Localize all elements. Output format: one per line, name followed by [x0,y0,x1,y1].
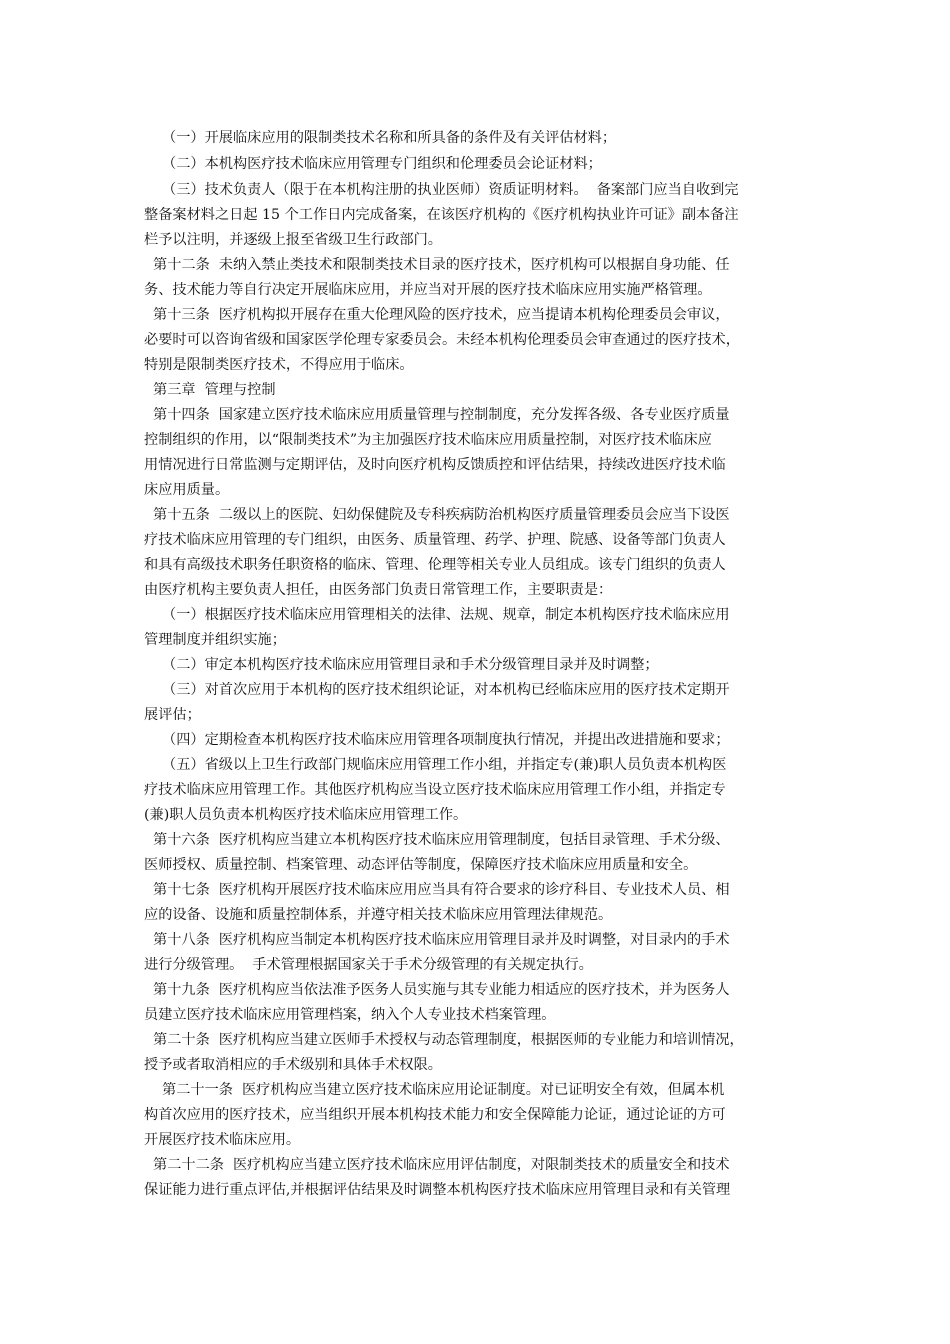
text-line: （五）省级以上卫生行政部门规临床应用管理工作小组，并指定专(兼)职人员负责本机构医 [144,757,727,773]
text-line: （三）对首次应用于本机构的医疗技术组织论证，对本机构已经临床应用的医疗技术定期开 [144,682,730,698]
text-line: 第十六条 医疗机构应当建立本机构医疗技术临床应用管理制度，包括目录管理、手术分级、 [144,832,730,848]
text-line: 第十三条 医疗机构拟开展存在重大伦理风险的医疗技术，应当提请本机构伦理委员会审议， [144,307,730,323]
chapter-heading: 第三章 管理与控制 [144,382,276,398]
text-line: 应的设备、设施和质量控制体系，并遵守相关技术临床应用管理法律规范。 [144,907,613,923]
text-line: （二）本机构医疗技术临床应用管理专门组织和伦理委员会论证材料； [144,156,602,172]
text-line: 第十九条 医疗机构应当依法准予医务人员实施与其专业能力相适应的医疗技术，并为医务人 [144,982,730,998]
text-line: 整备案材料之日起 15 个工作日内完成备案，在该医疗机构的《医疗机构执业许可证》副本备注 [144,207,739,223]
text-line: 开展医疗技术临床应用。 [144,1132,301,1148]
text-line: 由医疗机构主要负责人担任，由医务部门负责日常管理工作，主要职责是： [144,582,613,598]
text-line: 栏予以注明，并逐级上报至省级卫生行政部门。 [144,232,442,248]
text-line: 医师授权、质量控制、档案管理、动态评估等制度，保障医疗技术临床应用质量和安全。 [144,857,698,873]
text-line: （二）审定本机构医疗技术临床应用管理目录和手术分级管理目录并及时调整； [144,657,659,673]
text-line: 务、技术能力等自行决定开展临床应用，并应当对开展的医疗技术临床应用实施严格管理。 [144,282,712,298]
text-line: 床应用质量。 [144,482,230,498]
text-line: 必要时可以咨询省级和国家医学伦理专家委员会。未经本机构伦理委员会审查通过的医疗技术， [144,332,740,348]
text-line: 展评估； [144,707,201,723]
text-line: 保证能力进行重点评估,并根据评估结果及时调整本机构医疗技术临床应用管理目录和有关管理 [144,1182,731,1198]
text-line: 第十二条 未纳入禁止类技术和限制类技术目录的医疗技术，医疗机构可以根据自身功能、任 [144,257,730,273]
text-line: 员建立医疗技术临床应用管理档案，纳入个人专业技术档案管理。 [144,1007,556,1023]
text-line: (兼)职人员负责本机构医疗技术临床应用管理工作。 [144,807,468,823]
text-line: 疗技术临床应用管理的专门组织，由医务、质量管理、药学、护理、院感、设备等部门负责人 [144,532,726,548]
text-line: 和具有高级技术职务任职资格的临床、管理、伦理等相关专业人员组成。该专门组织的负责人 [144,557,726,573]
text-line: 用情况进行日常监测与定期评估，及时向医疗机构反馈质控和评估结果，持续改进医疗技术临 [144,457,726,473]
text-line: 管理制度并组织实施； [144,632,286,648]
text-line: 第十七条 医疗机构开展医疗技术临床应用应当具有符合要求的诊疗科目、专业技术人员、相 [144,882,730,898]
text-line: 第二十条 医疗机构应当建立医师手术授权与动态管理制度，根据医师的专业能力和培训情况， [144,1032,744,1048]
text-line: （四）定期检查本机构医疗技术临床应用管理各项制度执行情况，并提出改进措施和要求； [144,732,730,748]
text-line: 第十八条 医疗机构应当制定本机构医疗技术临床应用管理目录并及时调整，对目录内的手术 [144,932,730,948]
text-line: 第十五条 二级以上的医院、妇幼保健院及专科疾病防治机构医疗质量管理委员会应当下设医 [144,507,730,523]
text-line: 授予或者取消相应的手术级别和具体手术权限。 [144,1057,442,1073]
text-line: （一）根据医疗技术临床应用管理相关的法律、法规、规章，制定本机构医疗技术临床应用 [144,607,730,623]
text-line: 第二十一条 医疗机构应当建立医疗技术临床应用论证制度。对已证明安全有效，但属本机 [144,1082,725,1098]
text-line: （一）开展临床应用的限制类技术名称和所具备的条件及有关评估材料； [144,130,617,146]
text-line: 进行分级管理。 手术管理根据国家关于手术分级管理的有关规定执行。 [144,957,593,973]
text-line: 构首次应用的医疗技术，应当组织开展本机构技术能力和安全保障能力论证，通过论证的方可 [144,1107,726,1123]
text-line: 特别是限制类医疗技术，不得应用于临床。 [144,357,414,373]
text-line: 疗技术临床应用管理工作。其他医疗机构应当设立医疗技术临床应用管理工作小组，并指定专 [144,782,726,798]
text-line: 控制组织的作用，以“限制类技术”为主加强医疗技术临床应用质量控制，对医疗技术临床应 [144,432,712,448]
text-line: 第二十二条 医疗机构应当建立医疗技术临床应用评估制度，对限制类技术的质量安全和技术 [144,1157,730,1173]
text-line: （三）技术负责人（限于在本机构注册的执业医师）资质证明材料。 备案部门应当自收到完 [144,182,739,198]
text-line: 第十四条 国家建立医疗技术临床应用质量管理与控制制度，充分发挥各级、各专业医疗质量 [144,407,730,423]
